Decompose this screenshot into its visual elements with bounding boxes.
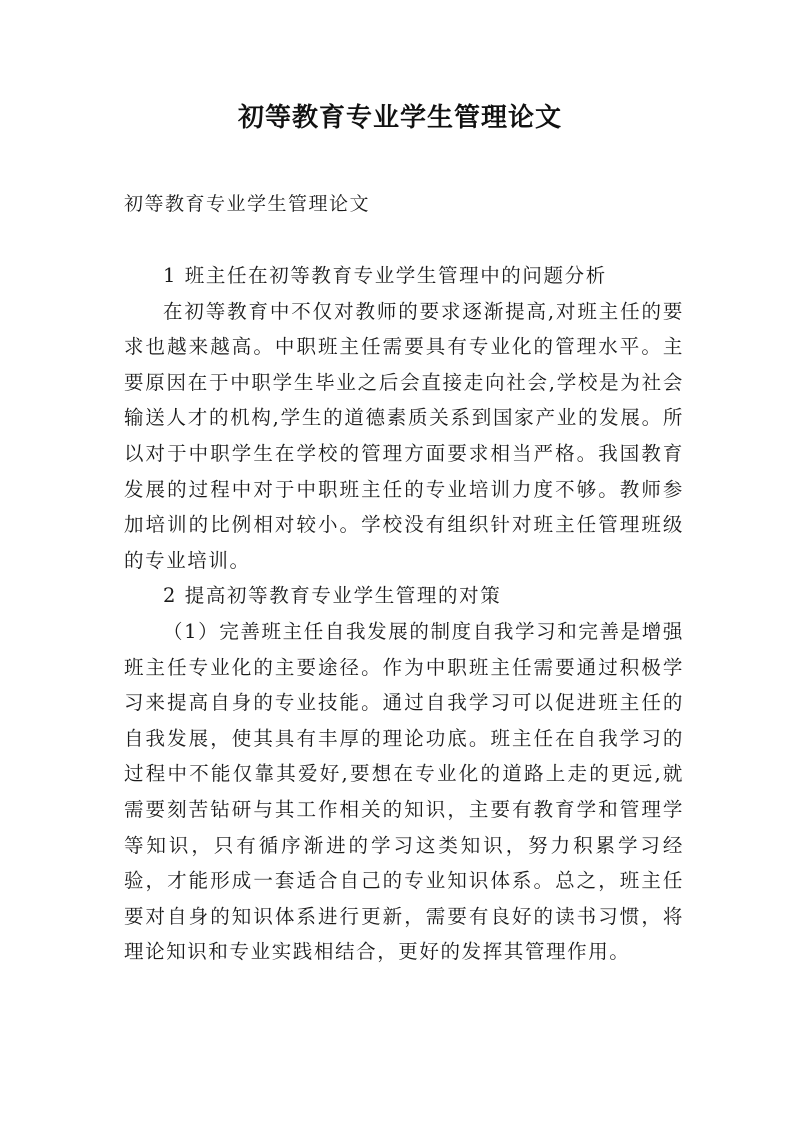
document-body	[124, 258, 684, 970]
section-heading-1: 1 班主任在初等教育专业学生管理中的问题分析	[163, 264, 607, 287]
page-title: 初等教育专业学生管理论文	[237, 103, 562, 133]
section-heading-2: 2 提高初等教育专业学生管理的对策	[163, 584, 502, 608]
section-2-paragraph-1: （1）完善班主任自我发展的制度自我学习和完善是增强班主任专业化的主要途径。作为中职班主任需要通过积极学习来提高自身的专业技能。通过自我学习可以促进班主任的自我发展，使其具有丰厚的理论功底。班主任在自我学习的过程中不能仅靠其爱好,要想在专业化的道路上走的更远,就需要刻苦钻研与其工作相关的知识，主要有教育学和管理学等知识，只有循序渐进的学习这类知识，努力积累学习经验，才能形成一套适合自己的专业知识体系。总之，班主任要对自身的知识体系进行更新，需要有良好的读书习惯，将理论知识和专业实践相结合，更好的发挥其管理作用。	[124, 619, 684, 964]
section-1-paragraph-1: 在初等教育中不仅对教师的要求逐渐提高,对班主任的要求也越来越高。中职班主任需要具有专业化的管理水平。主要原因在于中职学生毕业之后会直接走向社会,学校是为社会输送人才的机构,学生的道德素质关系到国家产业的发展。所以对于中职学生在学校的管理方面要求相当严格。我国教育发展的过程中对于中职班主任的专业培训力度不够。教师参加培训的比例相对较小。学校没有组织针对班主任管理班级的专业培训。	[124, 299, 684, 572]
document-subtitle: 初等教育专业学生管理论文	[124, 193, 371, 215]
